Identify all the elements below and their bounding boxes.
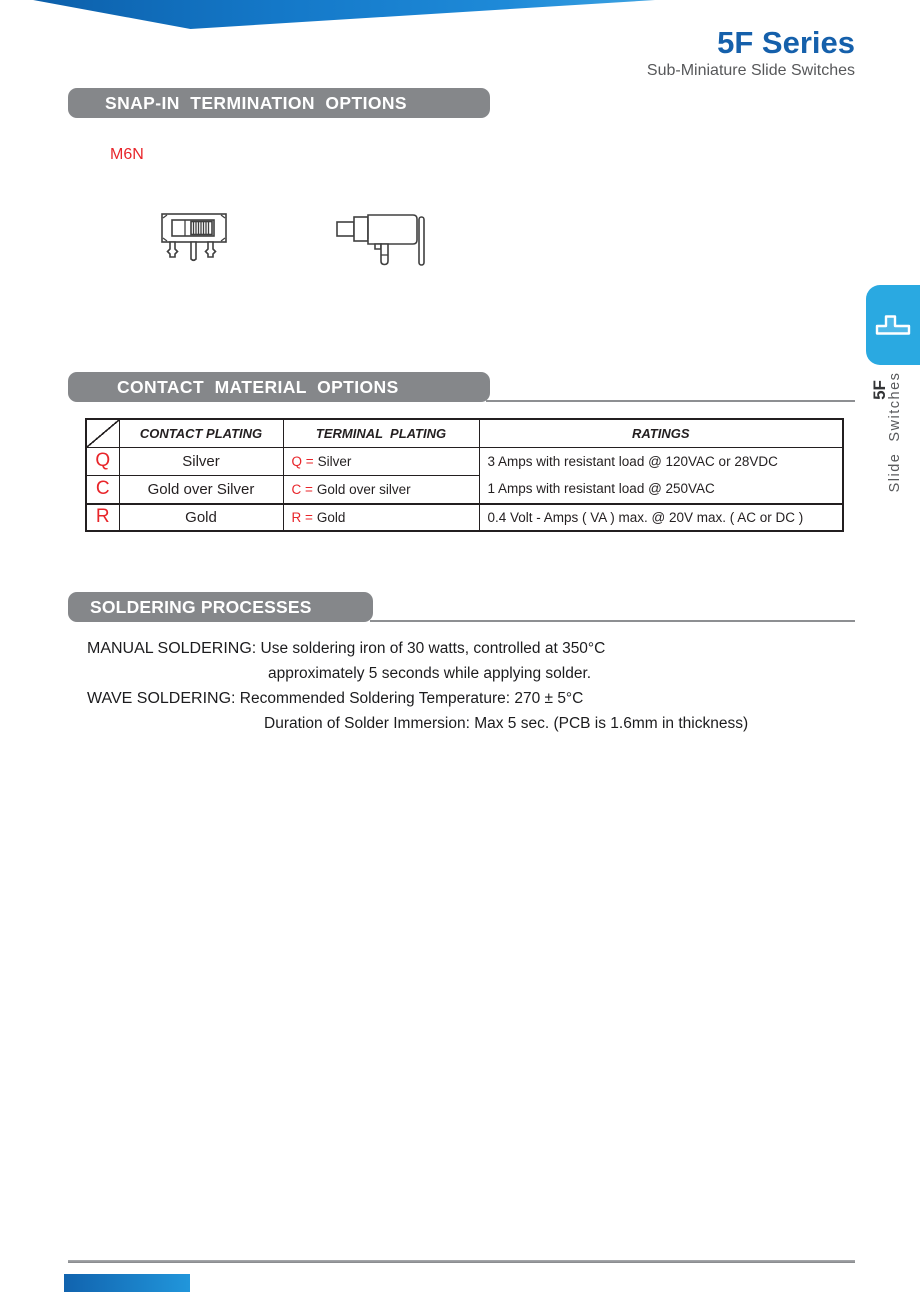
footer-rule: [68, 1260, 855, 1263]
col-header-ratings: RATINGS: [479, 419, 843, 447]
row-code: Q: [86, 447, 119, 475]
soldering-header-rule: [370, 620, 855, 622]
switch-side-view-drawing: [333, 208, 428, 268]
manual-soldering-line-2: approximately 5 seconds while applying solder.: [268, 665, 592, 682]
slide-switch-icon: [874, 312, 912, 338]
table-header-row: [86, 419, 843, 447]
contact-material-table: [85, 418, 844, 532]
manual-soldering-label: MANUAL SOLDERING:: [87, 640, 257, 657]
footer-accent-bar: [64, 1274, 190, 1292]
table-row-q: [86, 447, 843, 475]
wave-soldering-line-2: Duration of Solder Immersion: Max 5 sec. (PCB is 1.6mm in thickness): [264, 715, 749, 732]
brand-block: [647, 26, 855, 81]
wave-soldering-label: WAVE SOLDERING:: [87, 690, 236, 707]
series-subtitle: Sub-Miniature Slide Switches: [646, 62, 855, 79]
col-header-terminal-plating: TERMINAL PLATING: [283, 419, 479, 447]
rating-q: 3 Amps with resistant load @ 120VAC or 28VDC: [487, 453, 778, 469]
section-header-snap-in: SNAP-IN TERMINATION OPTIONS: [68, 88, 490, 118]
wave-soldering-line: WAVE SOLDERING: Recommended Soldering Temperature: 270 ± 5°C: [87, 690, 584, 707]
col-header-contact-plating: CONTACT PLATING: [119, 419, 283, 447]
row-code: R: [86, 504, 119, 531]
terminal-code: Q =: [291, 453, 314, 469]
section-header-contact: CONTACT MATERIAL OPTIONS: [68, 372, 490, 402]
ratings-value-r: 0.4 Volt - Amps ( VA ) max. @ 20V max. ( AC or DC ): [479, 504, 843, 531]
contact-plating-value: Gold over Silver: [119, 475, 283, 503]
contact-plating-value: Silver: [119, 447, 283, 475]
series-title: 5F Series: [717, 25, 855, 60]
model-code-label: M6N: [110, 146, 144, 163]
switch-front-view-drawing: [158, 208, 232, 266]
row-code: C: [86, 475, 119, 503]
terminal-code: C =: [291, 481, 313, 497]
ratings-value-qc: [479, 447, 843, 504]
side-tab-series-code: 5F: [870, 380, 889, 400]
manual-soldering-line: MANUAL SOLDERING: Use soldering iron of 30 watts, controlled at 350°C: [87, 640, 606, 657]
rating-c: 1 Amps with resistant load @ 250VAC: [487, 480, 715, 496]
section-header-soldering: SOLDERING PROCESSES: [68, 592, 373, 622]
terminal-plating-value: Q = Silver: [283, 447, 479, 475]
series-side-tab: [866, 285, 920, 365]
table-row-r: [86, 504, 843, 531]
terminal-plating-value: C = Gold over silver: [283, 475, 479, 503]
terminal-code: R =: [291, 509, 313, 525]
terminal-plating-value: R = Gold: [283, 504, 479, 531]
side-tab-series-label: Slide Switches: [887, 371, 903, 493]
diagonal-corner-cell: [86, 419, 119, 447]
contact-plating-value: Gold: [119, 504, 283, 531]
contact-header-rule: [486, 400, 855, 402]
